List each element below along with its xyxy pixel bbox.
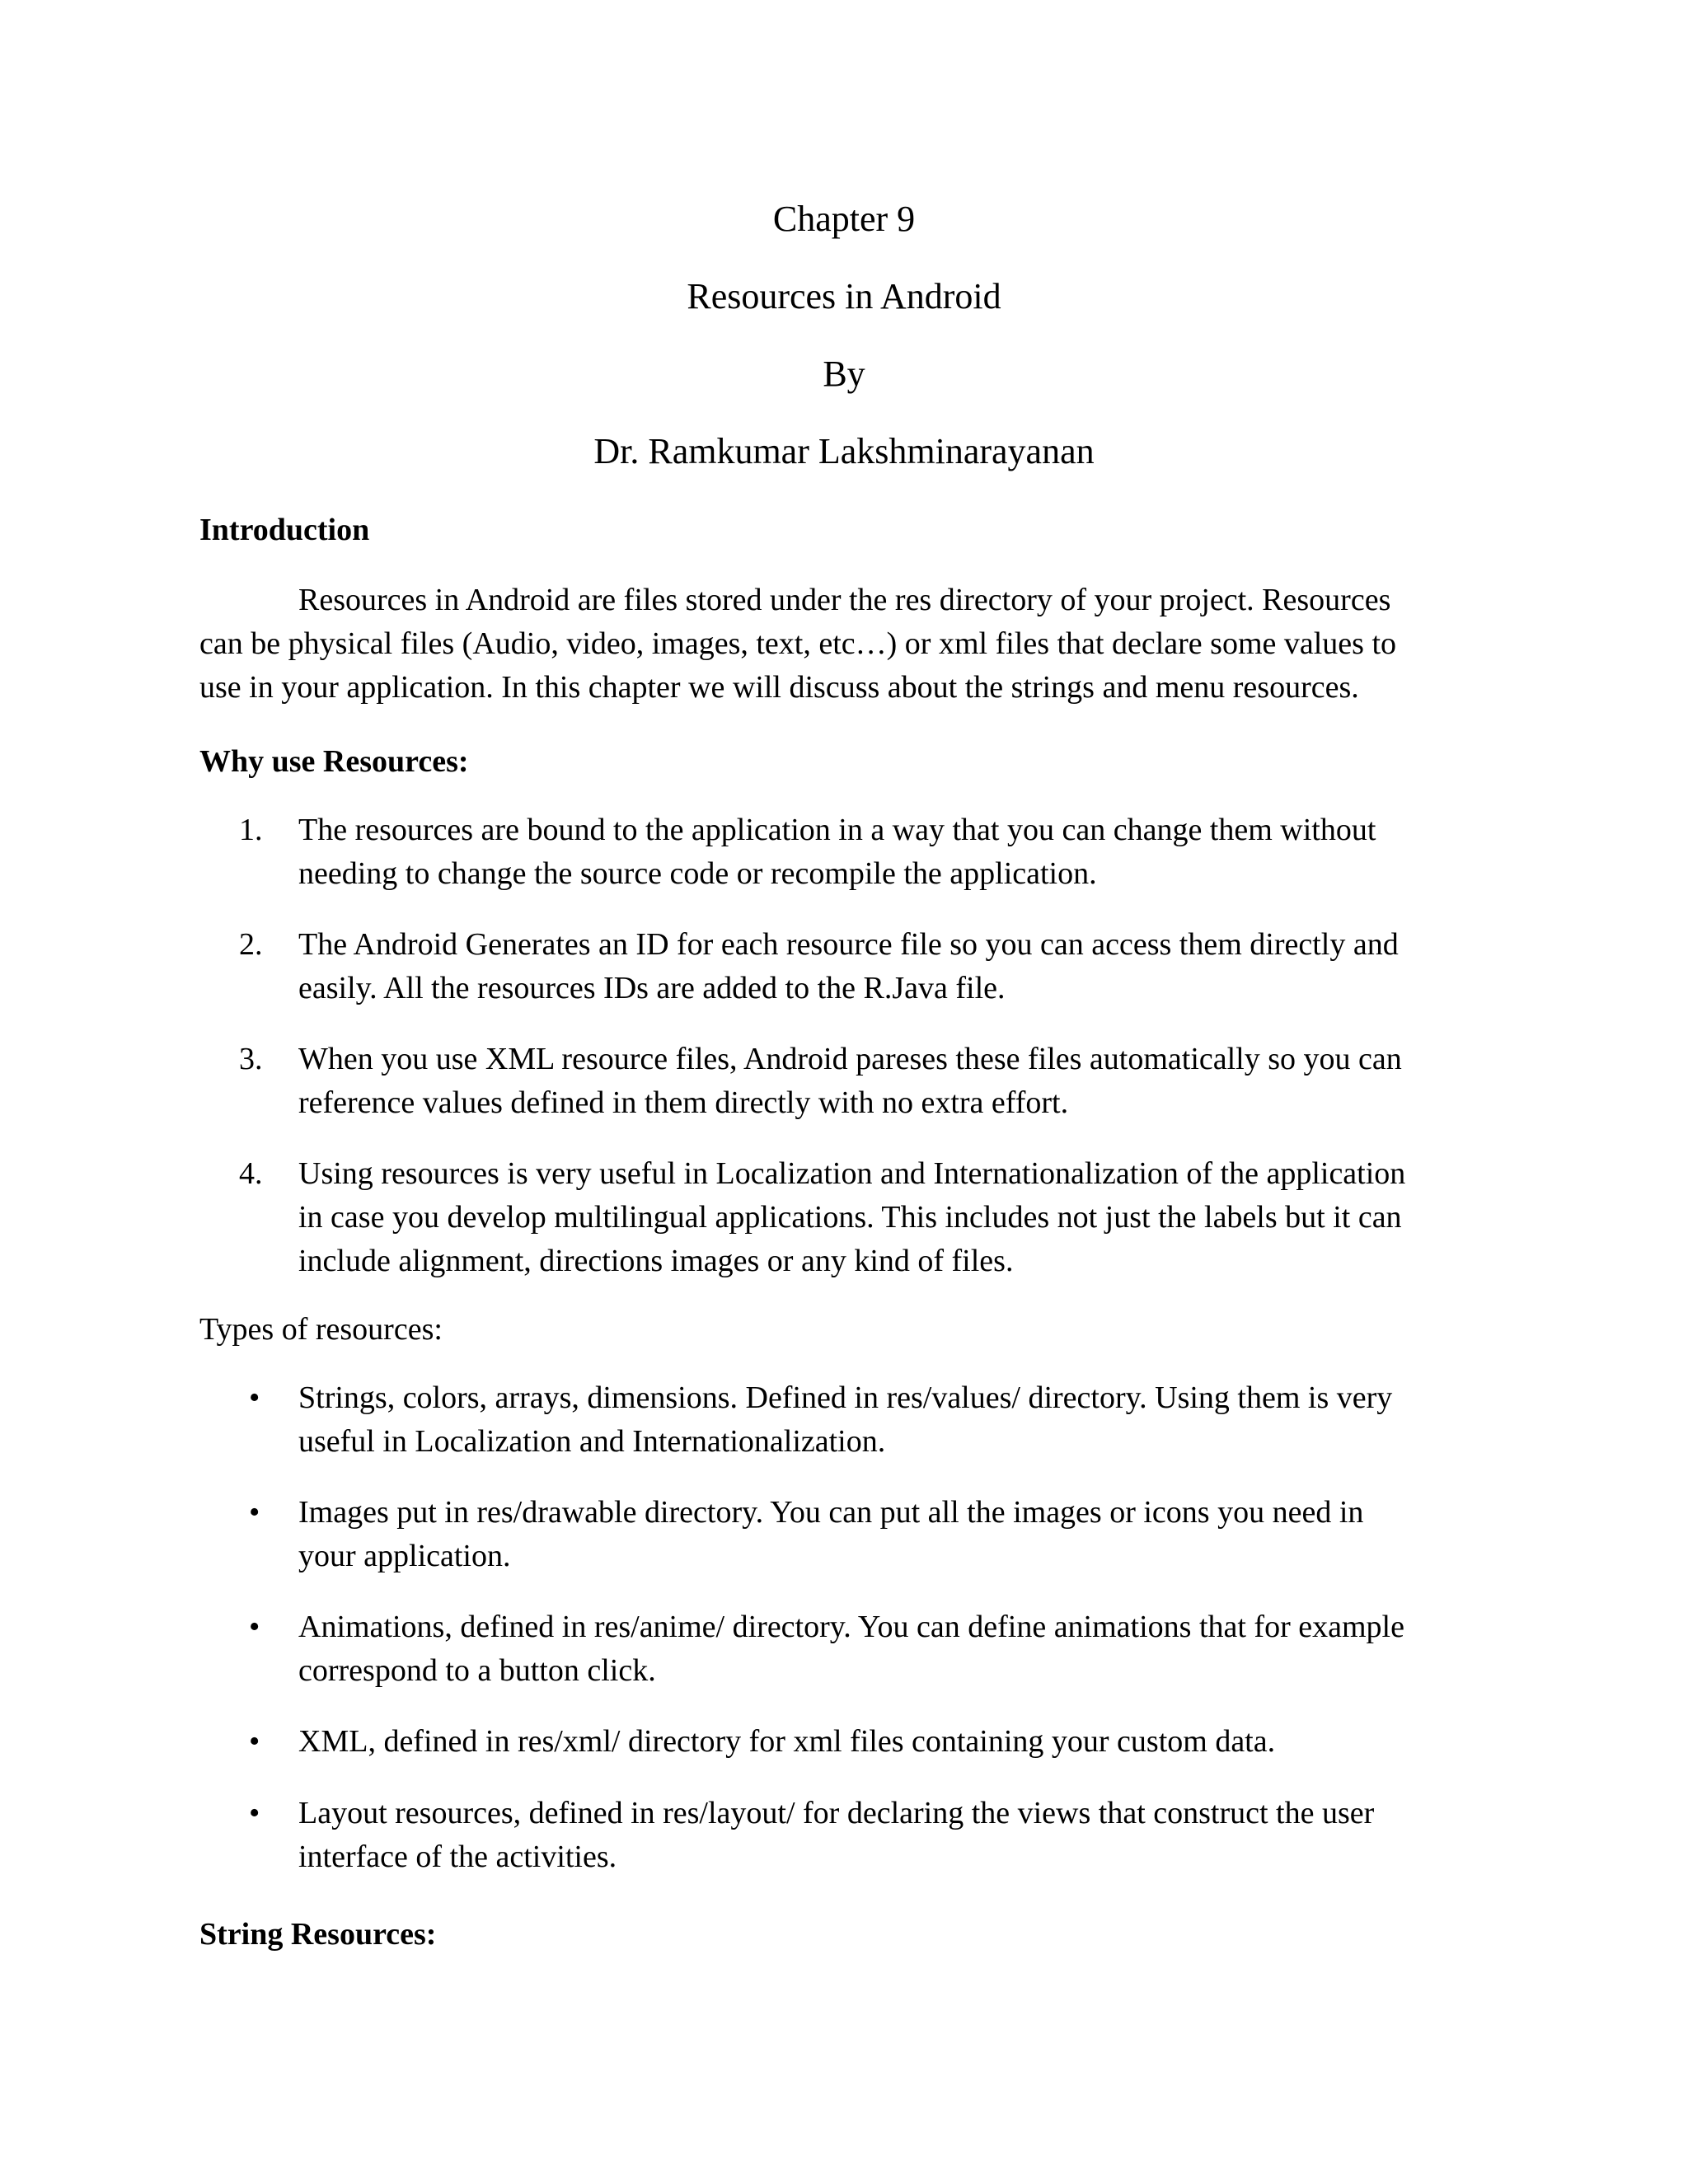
item-number: 3. — [239, 1042, 263, 1076]
item-number: 2. — [239, 927, 263, 962]
item-text — [298, 923, 1502, 1010]
item-text — [298, 1605, 1502, 1693]
item-line: easily. All the resources IDs are added to the R.Java file. — [298, 971, 1006, 1005]
bullet-icon: • — [249, 1796, 260, 1830]
chapter-number: Chapter 9 — [772, 199, 916, 239]
item-line: Using resources is very useful in Localization and Internationalization of the application — [298, 1156, 1406, 1191]
item-text — [298, 1720, 1502, 1764]
item-line: interface of the activities. — [298, 1840, 617, 1874]
item-line: useful in Localization and Internationalization. — [298, 1424, 886, 1459]
paragraph-line: use in your application. In this chapter we will discuss about the strings and menu resources. — [199, 670, 1359, 705]
by-line: By — [823, 354, 865, 394]
item-line: in case you develop multilingual applications. This includes not just the labels but it can — [298, 1200, 1402, 1235]
item-line: include alignment, directions images or any kind of files. — [298, 1244, 1014, 1278]
item-text — [298, 1491, 1502, 1578]
author-name: Dr. Ramkumar Lakshminarayanan — [593, 431, 1095, 471]
item-text — [298, 1792, 1502, 1879]
item-text — [298, 808, 1502, 896]
item-text — [298, 1152, 1502, 1283]
types-heading: Types of resources: — [199, 1312, 443, 1347]
introduction-paragraph — [199, 579, 1485, 710]
chapter-title: Resources in Android — [687, 276, 1001, 316]
item-line: reference values defined in them directly with no extra effort. — [298, 1085, 1069, 1120]
bullet-icon: • — [249, 1724, 260, 1759]
bullet-icon: • — [249, 1380, 260, 1415]
item-line: correspond to a button click. — [298, 1653, 656, 1688]
item-line: Strings, colors, arrays, dimensions. Defined in res/values/ directory. Using them is very — [298, 1380, 1393, 1415]
item-line: Layout resources, defined in res/layout/ for declaring the views that construct the user — [298, 1796, 1375, 1830]
item-line: Images put in res/drawable directory. You can put all the images or icons you need in — [298, 1495, 1364, 1530]
item-number: 4. — [239, 1156, 263, 1191]
item-number: 1. — [239, 813, 263, 847]
item-line: Animations, defined in res/anime/ directory. You can define animations that for example — [298, 1610, 1404, 1644]
bullet-icon: • — [249, 1610, 260, 1644]
item-text — [298, 1038, 1502, 1125]
why-use-heading: Why use Resources: — [199, 744, 469, 779]
paragraph-line: can be physical files (Audio, video, images, text, etc…) or xml files that declare some values to — [199, 626, 1396, 661]
item-line: When you use XML resource files, Android pareses these files automatically so you can — [298, 1042, 1402, 1076]
item-line: XML, defined in res/xml/ directory for xml files containing your custom data. — [298, 1724, 1276, 1759]
string-resources-heading: String Resources: — [199, 1917, 437, 1952]
paragraph-line: Resources in Android are files stored under the res directory of your project. Resources — [298, 583, 1391, 617]
introduction-heading: Introduction — [199, 513, 370, 547]
item-line: needing to change the source code or recompile the application. — [298, 856, 1097, 891]
bullet-icon: • — [249, 1495, 260, 1530]
item-line: your application. — [298, 1539, 511, 1573]
item-line: The Android Generates an ID for each resource file so you can access them directly and — [298, 927, 1399, 962]
item-text — [298, 1376, 1502, 1464]
item-line: The resources are bound to the application in a way that you can change them without — [298, 813, 1376, 847]
